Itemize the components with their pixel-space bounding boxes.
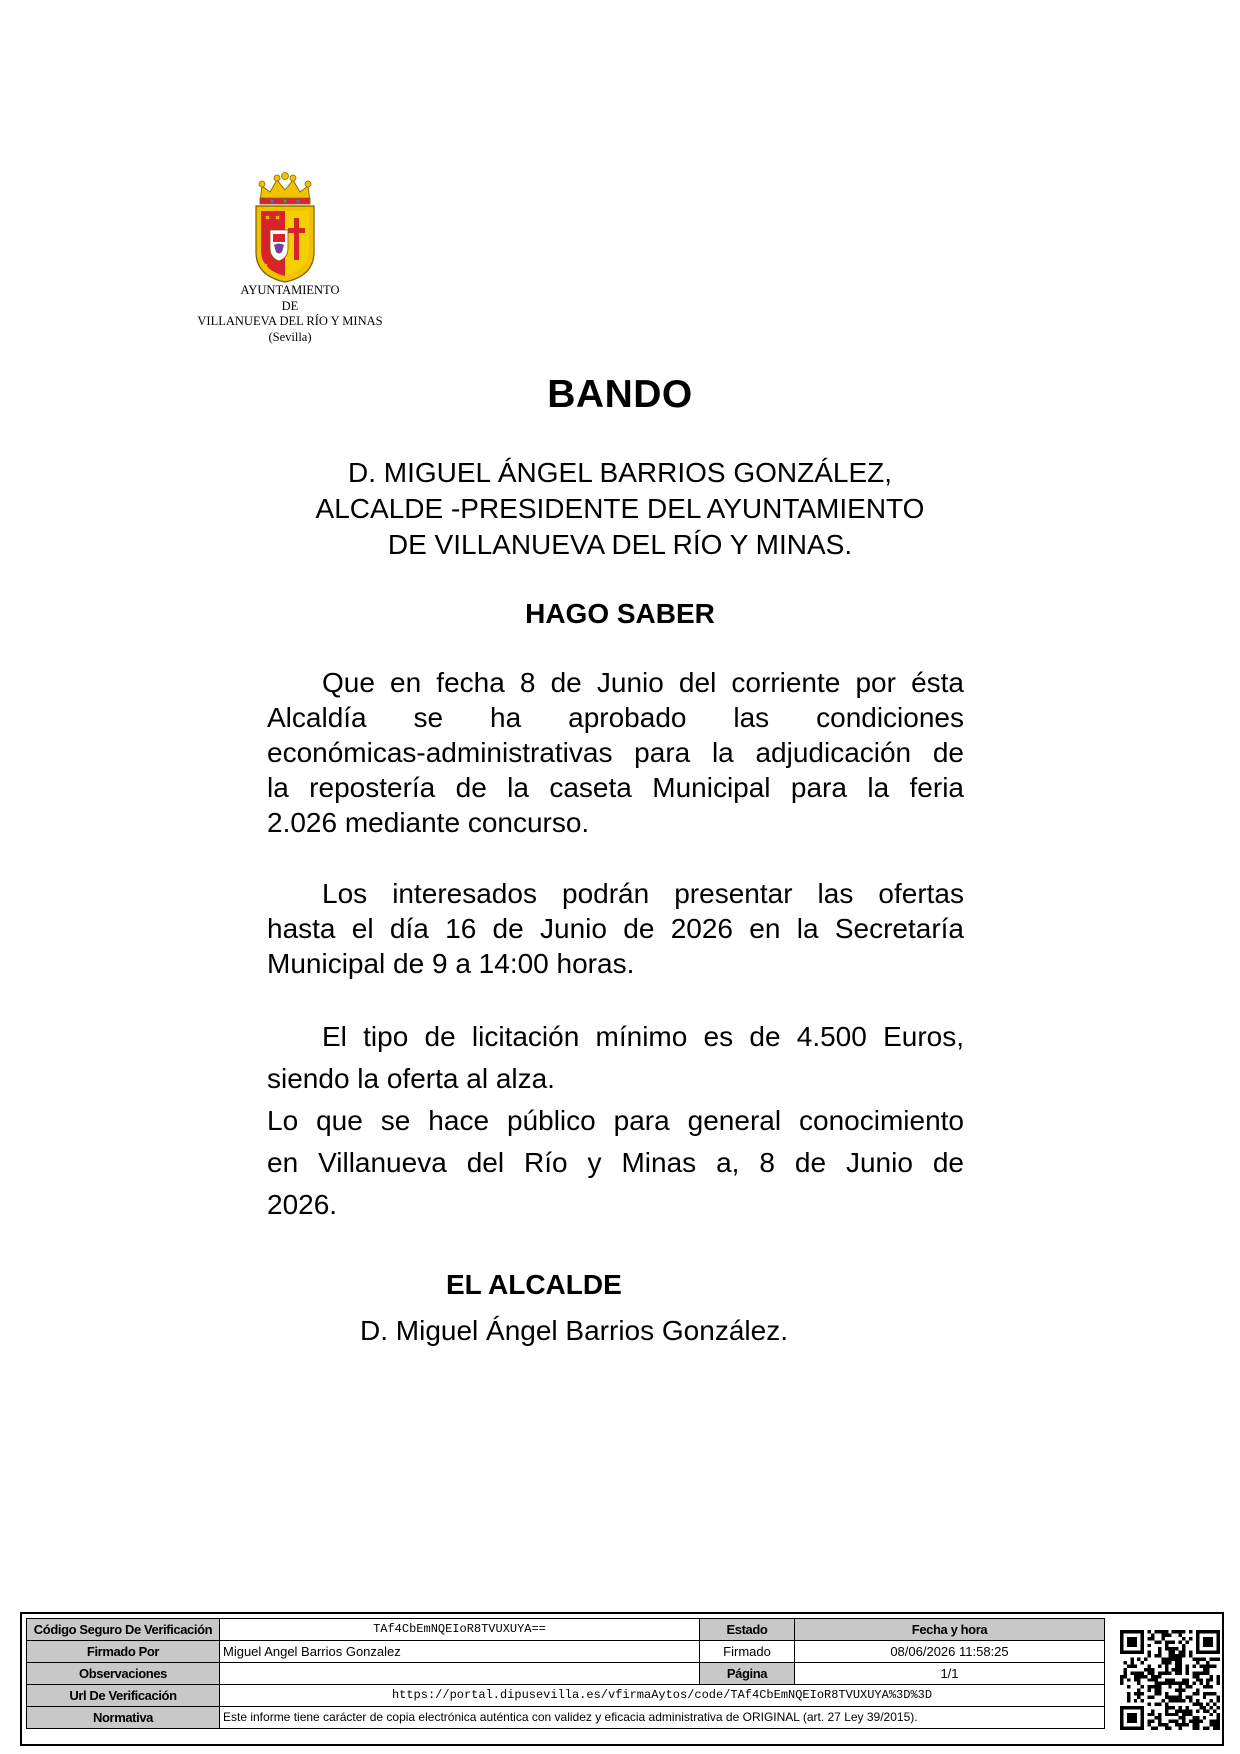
paragraph-line: hasta el día 16 de Junio de 2026 en la Secretaría: [267, 913, 964, 944]
mayor-line: ALCALDE -PRESIDENTE DEL AYUNTAMIENTO: [315, 493, 925, 524]
announcement-heading: HAGO SABER: [525, 598, 715, 629]
mayor-line: DE VILLANUEVA DEL RÍO Y MINAS.: [387, 529, 853, 560]
signed-by-label: Firmado Por: [27, 1641, 220, 1663]
regulation-label: Normativa: [27, 1707, 220, 1729]
url-label: Url De Verificación: [27, 1685, 220, 1707]
table-row: [27, 1619, 1105, 1641]
paragraph-line: económicas-administrativas para la adjudicación de: [267, 737, 964, 768]
paragraph-tender: [267, 1016, 964, 1226]
paragraph-line: El tipo de licitación mínimo es de 4.500 Euros,: [322, 1021, 964, 1052]
paragraph-offers: [267, 876, 964, 981]
paragraph-line: siendo la oferta al alza.: [267, 1063, 555, 1094]
paragraph-line: Lo que se hace público para general conocimiento: [267, 1105, 964, 1136]
paragraph-line: 2.026 mediante concurso.: [267, 807, 590, 838]
mayor-line: D. MIGUEL ÁNGEL BARRIOS GONZÁLEZ,: [347, 457, 893, 488]
verification-box: [20, 1612, 1224, 1746]
qr-code-icon[interactable]: [1120, 1624, 1220, 1736]
paragraph-line: Alcaldía se ha aprobado las condiciones: [267, 702, 964, 733]
regulation-value: Este informe tiene carácter de copia electrónica auténtica con validez y eficacia administrativa de ORIGINAL (art. 27 Ley 39/2015).: [220, 1707, 1105, 1729]
signer-title: EL ALCALDE: [446, 1269, 622, 1300]
signed-by-value: Miguel Angel Barrios Gonzalez: [220, 1641, 700, 1663]
observations-value: [220, 1663, 700, 1685]
verification-table: [26, 1618, 1105, 1729]
organization-line: (Sevilla): [268, 329, 312, 344]
mayor-header: [230, 455, 1010, 563]
datetime-value: 08/06/2026 11:58:25: [795, 1641, 1105, 1663]
status-value: Firmado: [700, 1641, 795, 1663]
datetime-label: Fecha y hora: [795, 1619, 1105, 1641]
status-label: Estado: [700, 1619, 795, 1641]
table-row: [27, 1707, 1105, 1729]
table-row: [27, 1685, 1105, 1707]
signer-name: D. Miguel Ángel Barrios González.: [360, 1315, 788, 1346]
organization-line: DE: [281, 298, 299, 313]
coat-of-arms-icon: [252, 172, 318, 284]
organization-line: AYUNTAMIENTO: [240, 283, 340, 297]
url-value[interactable]: https://portal.dipusevilla.es/vfirmaAytos/code/TAf4CbEmNQEIoR8TVUXUYA%3D%3D: [220, 1685, 1105, 1707]
paragraph-line: en Villanueva del Río y Minas a, 8 de Junio de: [267, 1147, 964, 1178]
page-value: 1/1: [795, 1663, 1105, 1685]
observations-label: Observaciones: [27, 1663, 220, 1685]
table-row: [27, 1641, 1105, 1663]
organization-line: VILLANUEVA DEL RÍO Y MINAS: [197, 314, 383, 328]
code-value: TAf4CbEmNQEIoR8TVUXUYA==: [220, 1619, 700, 1641]
paragraph-line: Los interesados podrán presentar las ofertas: [322, 878, 964, 909]
paragraph-line: Que en fecha 8 de Junio del corriente por ésta: [322, 667, 964, 698]
code-label: Código Seguro De Verificación: [27, 1619, 220, 1641]
table-row: [27, 1663, 1105, 1685]
page-label: Página: [700, 1663, 795, 1685]
paragraph-line: la repostería de la caseta Municipal para la feria: [267, 772, 964, 803]
organization-name: [150, 283, 430, 345]
paragraph-approval: [267, 665, 964, 840]
document-title: BANDO: [547, 373, 693, 416]
paragraph-line: Municipal de 9 a 14:00 horas.: [267, 948, 635, 979]
paragraph-line: 2026.: [267, 1189, 338, 1220]
